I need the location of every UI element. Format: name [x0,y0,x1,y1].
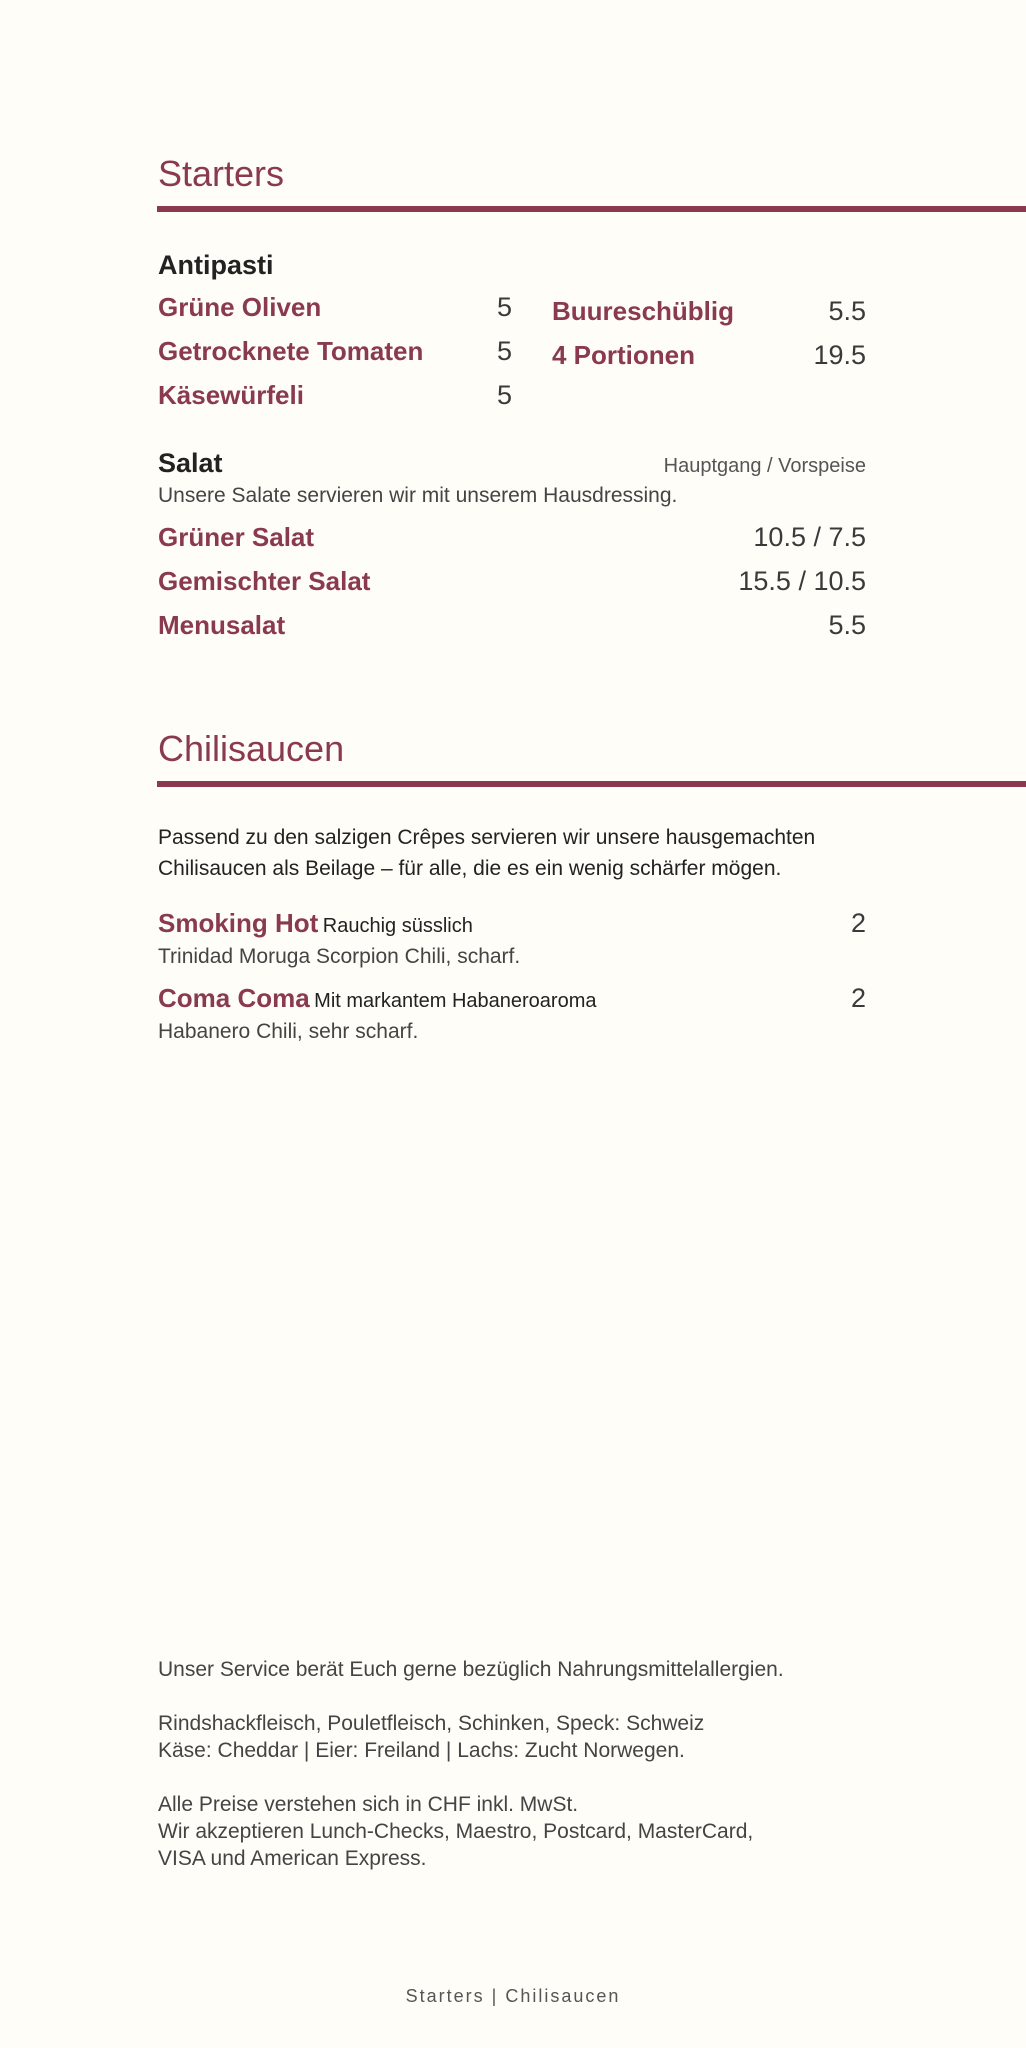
group-title-antipasti: Antipasti [158,250,274,280]
section-divider [157,206,1026,212]
origin-line: Rindshackfleisch, Pouletfleisch, Schinken, Speck: Schweiz [158,1712,705,1735]
page-footer-label: Starters | Chilisaucen [405,1986,621,2006]
item-price: 5.5 [828,296,866,326]
menu-item [158,336,512,367]
item-name: Coma Coma [158,983,310,1013]
origin-line: Käse: Cheddar | Eier: Freiland | Lachs: Zucht Norwegen. [158,1739,685,1762]
item-name: Menusalat [158,610,286,640]
intro-line: Chilisaucen als Beilage – für alle, die es ein wenig schärfer mögen. [158,857,782,880]
item-tagline: Rauchig süsslich [322,915,473,937]
prices-line: VISA und American Express. [158,1847,427,1870]
sauce-title [158,983,597,1014]
item-detail: Habanero Chili, sehr scharf. [158,1020,419,1043]
menu-item [158,610,866,641]
menu-item [552,296,866,327]
menu-item [158,566,866,597]
menu-item [552,340,866,371]
spacer [158,1764,898,1791]
item-detail: Trinidad Moruga Scorpion Chili, scharf. [158,945,521,968]
item-price: 5.5 [828,610,866,640]
item-name: Grüner Salat [158,522,315,552]
item-price: 5 [496,380,512,410]
item-tagline: Mit markantem Habaneroaroma [314,990,597,1012]
menu-item [158,983,866,1014]
intro-line: Passend zu den salzigen Crêpes servieren wir unsere hausgemachten [158,826,816,849]
item-name: Smoking Hot [158,908,319,938]
salat-column-note: Hauptgang / Vorspeise [663,455,866,477]
item-name: Gemischter Salat [158,566,371,596]
menu-item [158,292,512,323]
section-divider [157,781,1026,787]
sauce-title [158,908,473,939]
item-name: Buureschüblig [552,296,735,326]
section-title-chilisaucen: Chilisaucen [158,728,345,769]
allergy-note: Unser Service berät Euch gerne bezüglich Nahrungsmittelallergien. [158,1658,784,1681]
item-price: 15.5 / 10.5 [738,566,866,596]
item-price: 2 [850,983,866,1013]
prices-line: Wir akzeptieren Lunch-Checks, Maestro, Postcard, MasterCard, [158,1820,754,1843]
salat-description: Unsere Salate servieren wir mit unserem Hausdressing. [158,484,678,507]
section-title-starters: Starters [158,153,285,194]
item-price: 10.5 / 7.5 [753,522,866,552]
item-name: Käsewürfeli [158,380,304,410]
group-title-salat: Salat [158,448,223,478]
item-price: 5 [496,292,512,322]
menu-item [158,522,866,553]
footer-info [158,1656,898,1872]
item-name: Getrocknete Tomaten [158,336,424,366]
salat-header [158,448,866,479]
prices-line: Alle Preise verstehen sich in CHF inkl. MwSt. [158,1793,579,1816]
chilisaucen-intro [158,822,898,884]
item-price: 5 [496,336,512,366]
menu-item [158,908,866,939]
spacer [158,1683,898,1710]
item-name: 4 Portionen [552,340,696,370]
item-price: 19.5 [813,340,866,370]
menu-item [158,380,512,411]
item-name: Grüne Oliven [158,292,322,322]
item-price: 2 [850,908,866,938]
